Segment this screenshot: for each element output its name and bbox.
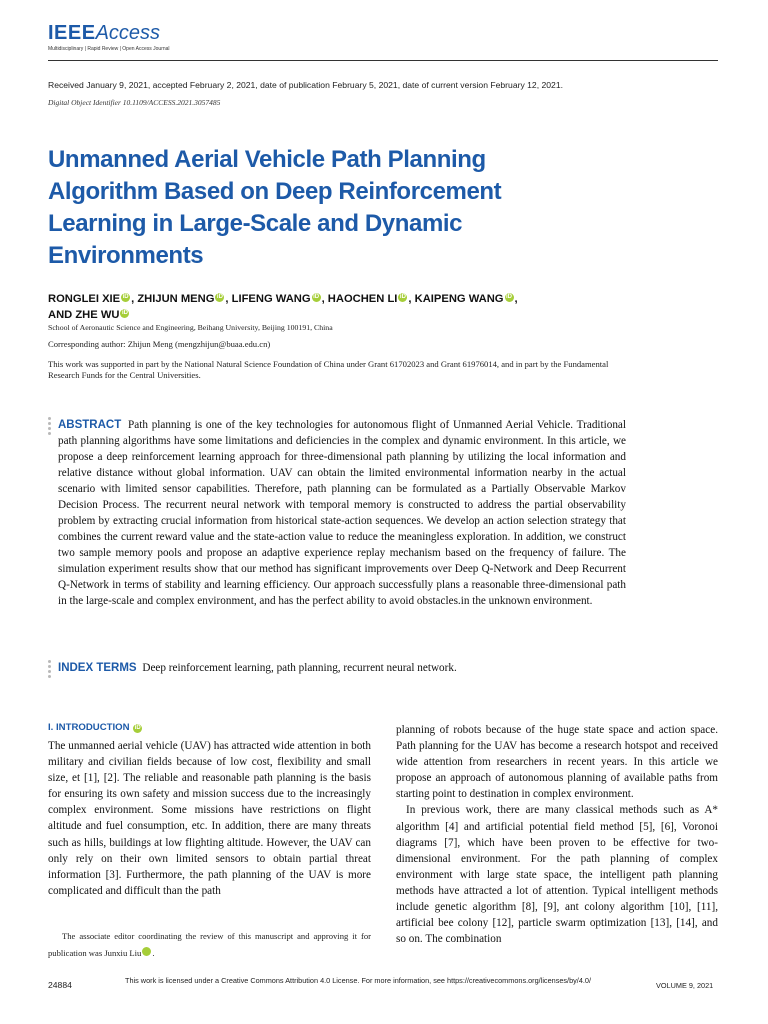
paper-title [48,144,608,272]
logo-tagline: Multidisciplinary | Rapid Review | Open Access Journal [48,46,170,52]
orcid-icon[interactable]: iD [399,294,406,300]
title-line: Unmanned Aerial Vehicle Path Planning [48,146,486,173]
orcid-icon[interactable]: iD [134,725,141,731]
volume-label: VOLUME 9, 2021 [656,981,714,990]
logo-access-text: Access [95,22,161,44]
intro-paragraph: The unmanned aerial vehicle (UAV) has attracted wide attention in both military and civilian fields because of low cost, flexibility and small size, et [1], [2]. The reliable and reasonable path planning is the basis for ensuring its own safety and mission success due to the increasingly complex environment. Some missions have restrictions on flight altitude and fuel consumption, etc. In addition, there are many threats such as hills, buildings at low flighting altitude. However, the UAV can only rely on their own limited sensors to obtain partial threat information [3]. Furthermore, the path planning of the UAV is more complicated and difficult than the path [48,740,371,897]
author-separator: , [131,293,138,305]
editor-footnote: The associate editor coordinating the review of this manuscript and approving it for publication was Junxiu Liu iD. [48,931,371,958]
orcid-icon[interactable]: iD [121,310,128,316]
ieee-access-logo [48,22,170,52]
orcid-icon[interactable]: iD [313,294,320,300]
affiliation: School of Aeronautic Science and Engineering, Beihang University, Beijing 100191, China [48,323,333,332]
abstract [58,417,626,609]
title-line: Learning in Large-Scale and Dynamic [48,210,463,237]
license-notice[interactable]: This work is licensed under a Creative Commons Attribution 4.0 License. For more information, see https://creativecommons.org/licenses/by/4.0/ [125,976,591,985]
doi[interactable]: Digital Object Identifier 10.1109/ACCESS.2021.3057485 [48,98,221,107]
title-line: Environments [48,242,204,269]
orcid-icon[interactable]: iD [506,294,513,300]
orcid-icon[interactable]: iD [122,294,129,300]
index-terms-label: INDEX TERMS [58,662,137,674]
author-name: LIFENG WANG [231,293,311,305]
orcid-icon[interactable]: iD [216,294,223,300]
author-separator: , [514,293,518,305]
section-dots-icon [48,417,52,437]
author-list [48,291,648,323]
index-terms-text: Deep reinforcement learning, path planning, recurrent neural network. [142,662,457,674]
author-name: ZHIJUN MENG [137,293,215,305]
left-column [48,738,371,899]
footnote-text: The associate editor coordinating the review of this manuscript and approving it for publication was Junxiu Liu [48,931,371,958]
author-separator: , [321,293,328,305]
publication-dates: Received January 9, 2021, accepted February 2, 2021, date of publication February 5, 2021, date of current version February 12, 2021. [48,80,563,90]
intro-paragraph: planning of robots because of the huge state space and action space. Path planning for the UAV has become a research hotspot and received wide attention from researchers in recent years. In this article we propose an approach of autonomous planning of available paths from starting point to destination in complex environment. [396,724,718,801]
intro-paragraph: In previous work, there are many classical methods such as A* algorithm [4] and artificial potential field method [5], [6], Voronoi diagrams [7], which have been proven to be effective for two-dimensional environment. For the path planning of complex environment with large state space, the intelligent path planning methods have attracted a lot of attention. Typical intelligent methods include genetic algorithm [8], [9], ant colony algorithm [10], [11], artificial bee colony [12], particle swarm optimization [13], [14], and so on. The combination [396,804,718,946]
section-dots-icon [48,660,52,680]
intro-heading-text: I. INTRODUCTION [48,722,130,733]
right-column [396,722,718,947]
header-divider [48,60,718,61]
section-heading-introduction [48,722,143,733]
author-name: AND ZHE WU [48,309,120,321]
author-separator: , [408,293,415,305]
abstract-text: Path planning is one of the key technologies for autonomous flight of Unmanned Aerial Vehicle. Traditional path planning algorithms have some limitations and deficiencies in the complex and dynamic environment. In this article, we propose a deep reinforcement learning approach for three-dimensional path planning by utilizing the local information and relative distance without global information. UAV can obtain the limited environmental information nearby in the actual scenario with limited sensor capabilities. Therefore, path planning can be formulated as a Partially Observable Markov Decision Process. The recurrent neural network with temporal memory is constructed to address the partial observability problem by extracting crucial information from historical state-action sequences. We develop an action selection strategy that combines the current reward value and the state-action value to reduce the meaningless exploration. In addition, we construct two sample memory pools and propose an adaptive experience replay mechanism based on the frequency of failure. The simulation experiment results show that our method has significant improvements over Deep Q-Network and Deep Recurrent Q-Network in terms of stability and learning efficiency. Our approach successfully plans a reasonable three-dimensional path in the large-scale and complex environment, and has the perfect ability to avoid obstacles.in the unknown environment. [58,419,626,607]
author-name: KAIPENG WANG [414,293,504,305]
funding-statement: This work was supported in part by the National Natural Science Foundation of China under Grant 61702023 and Grant 61976014, and in part by the Fundamental Research Funds for the Central Universities. [48,359,609,380]
page-number: 24884 [48,980,72,990]
abstract-label: ABSTRACT [58,419,122,431]
author-separator: , [225,293,232,305]
author-name: HAOCHEN LI [327,293,398,305]
corresponding-author: Corresponding author: Zhijun Meng (mengzhijun@buaa.edu.cn) [48,339,271,349]
logo-ieee-text: IEEE [48,22,96,44]
author-name: RONGLEI XIE [48,293,121,305]
title-line: Algorithm Based on Deep Reinforcement [48,178,502,205]
orcid-icon[interactable]: iD [142,947,151,956]
index-terms [58,660,457,676]
